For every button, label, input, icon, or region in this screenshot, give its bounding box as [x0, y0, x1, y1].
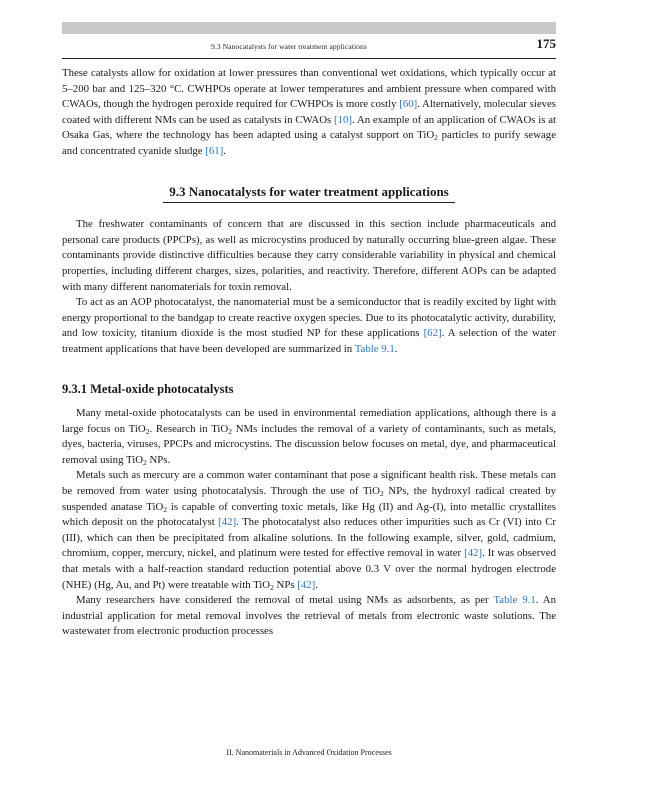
- citation-link[interactable]: [60]: [399, 98, 418, 111]
- page-body: [62, 66, 556, 640]
- citation-link[interactable]: [42]: [297, 578, 316, 591]
- section-paragraph-2: To act as an AOP photocatalyst, the nanomaterial must be a semiconductor that is readily excited by light with energy proportional to the bandgap to create reactive oxygen species. Due to its photocatalytic activity, durability, and low toxicity, titanium dioxide is the most studied NP for these applications [62]. A selection of the water treatment applications that have been developed are summarized in Table 9.1.: [62, 296, 556, 355]
- table-link[interactable]: Table 9.1: [354, 342, 395, 355]
- citation-link[interactable]: [10]: [334, 113, 353, 126]
- section-heading: [62, 184, 556, 204]
- citation-link[interactable]: [42]: [218, 516, 237, 529]
- citation-link[interactable]: [61]: [205, 144, 224, 157]
- citation-link[interactable]: [42]: [464, 547, 483, 560]
- table-link[interactable]: Table 9.1: [493, 594, 536, 607]
- page-footer: II. Nanomaterials in Advanced Oxidation Processes: [226, 748, 392, 757]
- subsection-paragraph-1: Many metal-oxide photocatalysts can be used in environmental remediation applications, although there is a large focus on TiO$_2$. Research in TiO$_2$ NMs includes the removal of a variety of contaminants, such as metals, dyes, bacteria, viruses, PPCPs and microcystins. The discussion below focuses on metal, dye, and pharmaceutical removal using TiO$_2$ NPs.: [62, 407, 556, 467]
- page-header: [62, 36, 556, 59]
- section-title: 9.3 Nanocatalysts for water treatment applications: [163, 184, 454, 204]
- section-paragraph-1: The freshwater contaminants of concern that are discussed in this section include pharmaceuticals and personal care products (PPCPs), as well as microcystins produced by naturally occurring blue-green algae. These contaminants provide distinctive difficulties because they carry considerable variability in physical and chemical properties, including different charges, sizes, polarities, and reactivity. Therefore, different AOPs can be adapted with many different nanomaterials for toxin removal.: [62, 218, 556, 293]
- header-bar: [62, 22, 556, 34]
- subsection-heading: 9.3.1 Metal-oxide photocatalysts: [62, 381, 234, 396]
- subsection-paragraph-3: Many researchers have considered the removal of metal using NMs as adsorbents, as per Table 9.1. An industrial application for metal removal involves the retrieval of metals from electronic waste solutions. The wastewater from electronic production processes: [62, 594, 557, 638]
- subsection-paragraph-2: Metals such as mercury are a common water contaminant that pose a significant health risk. These metals can be removed from water using photocatalysis. Through the use of TiO$_2$ NPs, the hydroxyl radical created by suspended anatase TiO$_2$ is capable of converting toxic metals, like Hg (II) and Ag-(I), into metallic crystallites which deposit on the photocatalyst [42]. The photocatalyst also reduces other impurities such as Cr (VI) into Cr (III), which can then be precipitated from alkaline solutions. In the following example, silver, gold, cadmium, chromium, copper, mercury, nickel, and platinum were tested for effective removal in water [42]. It was observed that metals with a half-reaction standard reduction potential above 0.3 V over the normal hydrogen electrode (NHE) (Hg, Au, and Pt) were treatable with TiO$_2$ NPs [42].: [62, 469, 556, 592]
- running-head: 9.3 Nanocatalysts for water treatment applications: [211, 42, 367, 51]
- intro-paragraph: These catalysts allow for oxidation at lower pressures than conventional wet oxidations, which typically occur at 5–200 bar and 125–320 °C. CWHPOs operate at lower temperatures and ambient pressure when compared with CWAOs, though the hydrogen peroxide required for CWHPOs is more costly [60]. Alternatively, molecular sieves coated with different NMs can be used as catalysts in CWAOs [10]. An example of an application of CWAOs is at Osaka Gas, where the technology has been adapted using a catalyst support on TiO$_2$ particles to purify sewage and concentrated cyanide sludge [61].: [62, 67, 557, 157]
- page-number: 175: [536, 36, 556, 51]
- citation-link[interactable]: [62]: [423, 327, 442, 340]
